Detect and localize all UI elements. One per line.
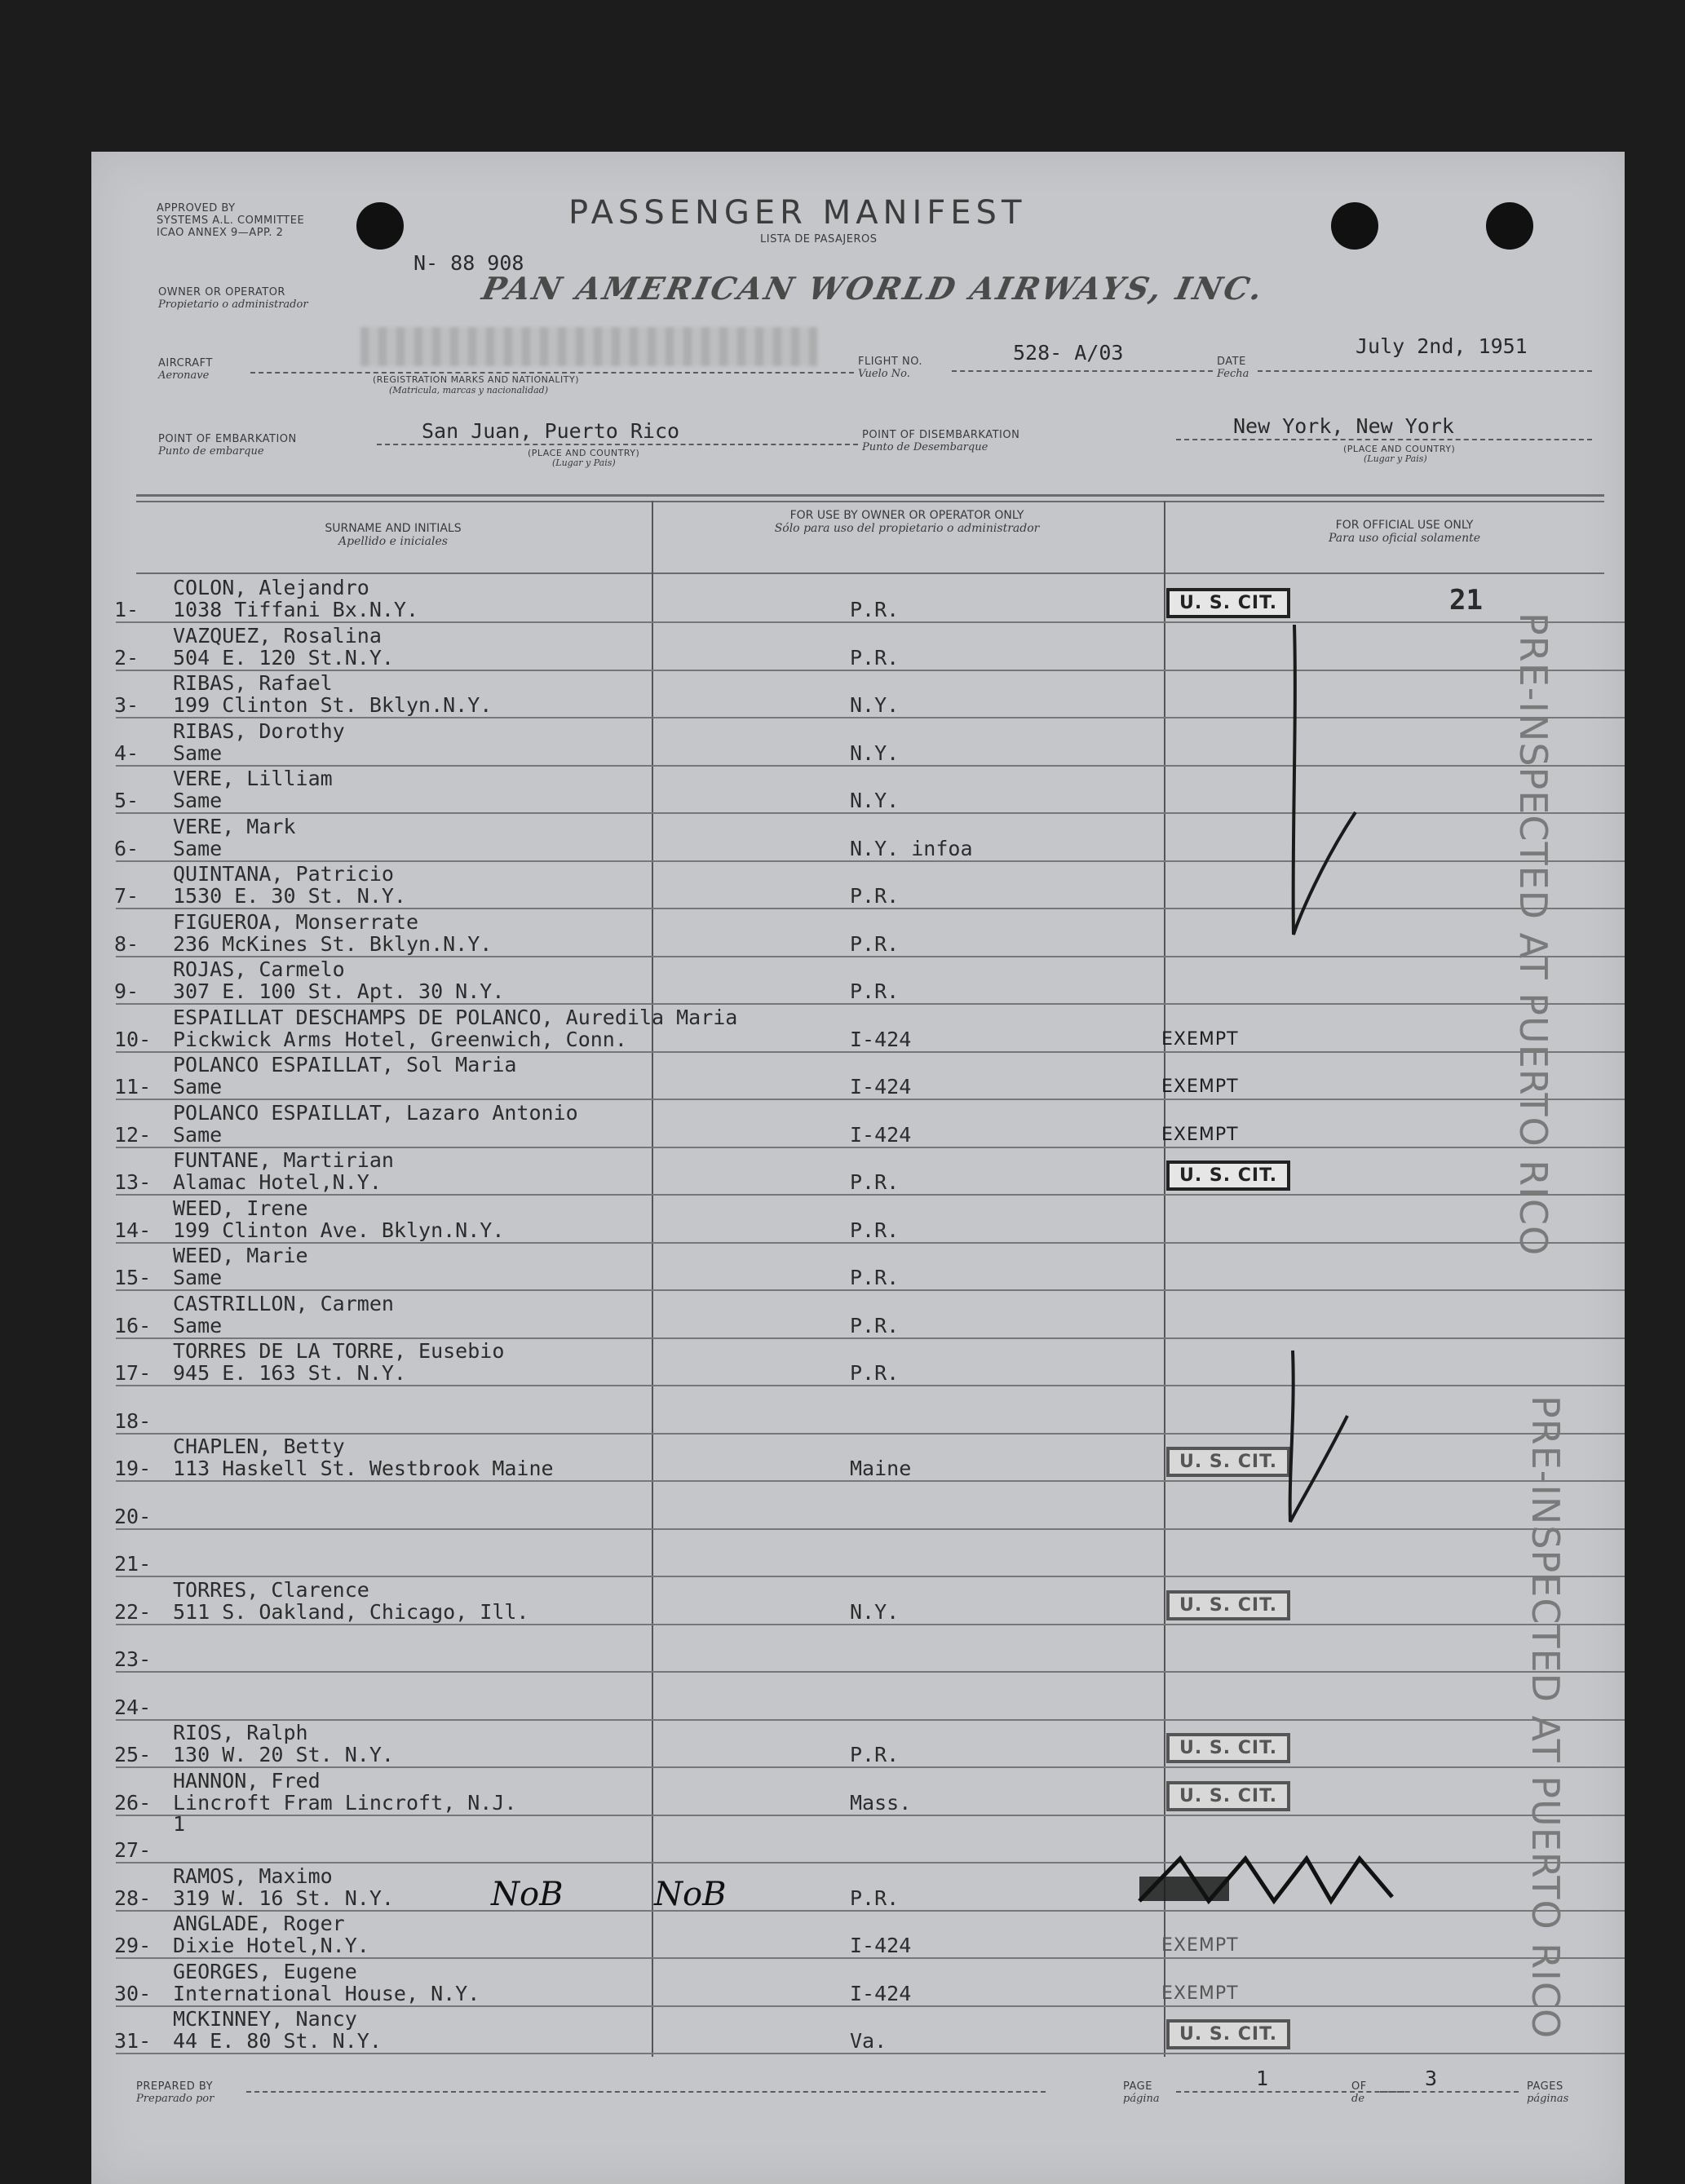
passenger-address: 130 W. 20 St. N.Y. xyxy=(173,1743,394,1766)
table-row xyxy=(91,1578,1625,1625)
manifest-paper xyxy=(91,152,1625,2184)
disembark-label: POINT OF DISEMBARKATION xyxy=(862,429,1020,441)
row-note: 1 xyxy=(173,1811,186,1836)
us-citizen-stamp: U. S. CIT. xyxy=(1166,588,1290,618)
table-row xyxy=(91,1339,1625,1386)
owner-code: I-424 xyxy=(850,1981,912,2005)
row-number: 12- xyxy=(114,1122,152,1147)
page-number: 1 xyxy=(1256,2067,1269,2090)
punch-hole xyxy=(1331,202,1378,250)
passenger-address: 199 Clinton St. Bklyn.N.Y. xyxy=(173,693,493,717)
table-row xyxy=(91,1006,1625,1053)
row-number: 15- xyxy=(114,1266,152,1289)
passenger-name: CASTRILLON, Carmen xyxy=(173,1291,394,1315)
exempt-stamp: EXEMPT xyxy=(1161,1935,1239,1956)
row-number: 3- xyxy=(114,693,139,717)
row-number: 26- xyxy=(114,1790,152,1815)
us-citizen-stamp: U. S. CIT. xyxy=(1166,1590,1290,1620)
table-row xyxy=(91,1292,1625,1339)
passenger-address: 945 E. 163 St. N.Y. xyxy=(173,1361,406,1385)
passenger-name: POLANCO ESPAILLAT, Sol Maria xyxy=(173,1053,517,1077)
passenger-address: 319 W. 16 St. N.Y. xyxy=(173,1886,394,1910)
approval-line: ICAO ANNEX 9—APP. 2 xyxy=(157,227,284,239)
serial-number: N- 88 908 xyxy=(414,251,524,275)
of-label-es: de xyxy=(1351,2093,1365,2105)
passenger-address: Alamac Hotel,N.Y. xyxy=(173,1170,382,1194)
row-number: 16- xyxy=(114,1313,152,1337)
row-number: 4- xyxy=(114,741,139,765)
pages-label-es: páginas xyxy=(1527,2093,1569,2105)
exempt-stamp: EXEMPT xyxy=(1161,1028,1239,1050)
owner-code: P.R. xyxy=(850,1886,900,1910)
table-row xyxy=(91,1673,1625,1721)
owner-code: I-424 xyxy=(850,1934,912,1957)
check-marks xyxy=(1217,617,1380,1546)
disembark-caption: (PLACE AND COUNTRY) xyxy=(1343,444,1456,454)
embark-line xyxy=(377,444,858,445)
passenger-list xyxy=(91,576,1625,2055)
approval-line: SYSTEMS A.L. COMMITTEE xyxy=(157,214,305,227)
passenger-address: 504 E. 120 St.N.Y. xyxy=(173,645,394,670)
table-header-rule xyxy=(136,573,1604,574)
official-header-label: FOR OFFICIAL USE ONLY xyxy=(1335,519,1474,532)
passenger-name: RAMOS, Maximo xyxy=(173,1863,333,1888)
owner-code: N.Y. infoa xyxy=(850,836,973,860)
row-number: 24- xyxy=(114,1695,152,1719)
handwritten-note: NoB xyxy=(491,1875,564,1913)
owner-use-header-label-es: Sólo para uso del propietario o administrador xyxy=(774,522,1040,535)
passenger-name: MCKINNEY, Nancy xyxy=(173,2007,357,2031)
passenger-name: GEORGES, Eugene xyxy=(173,1959,357,1983)
table-row xyxy=(91,576,1625,623)
table-row xyxy=(91,1768,1625,1836)
row-number: 2- xyxy=(114,645,139,670)
passenger-name: RIBAS, Rafael xyxy=(173,671,333,695)
page-total: 3 xyxy=(1425,2067,1438,2090)
table-row xyxy=(91,624,1625,671)
owner-code: P.R. xyxy=(850,1743,900,1766)
disembark-label-es: Punto de Desembarque xyxy=(862,441,988,453)
passenger-name: COLON, Alejandro xyxy=(173,576,369,599)
table-top-rule xyxy=(136,501,1604,502)
owner-code: N.Y. xyxy=(850,741,900,765)
pre-inspected-stamp: PRE-INSPECTED AT PUERTO RICO xyxy=(1511,612,1555,1257)
row-number: 5- xyxy=(114,789,139,812)
embark-label-es: Punto de embarque xyxy=(158,445,264,458)
owner-code: I-424 xyxy=(850,1075,912,1099)
owner-code: Maine xyxy=(850,1457,912,1480)
passenger-address: Dixie Hotel,N.Y. xyxy=(173,1934,369,1957)
owner-code: P.R. xyxy=(850,979,900,1003)
page-label-es: página xyxy=(1123,2093,1160,2105)
owner-code: Mass. xyxy=(850,1790,912,1815)
date-line xyxy=(1258,370,1592,372)
row-number: 9- xyxy=(114,979,139,1003)
official-header-label-es: Para uso oficial solamente xyxy=(1329,532,1480,545)
embark-label: POINT OF EMBARKATION xyxy=(158,433,297,445)
passenger-address: 1038 Tiffani Bx.N.Y. xyxy=(173,598,419,621)
us-citizen-stamp: U. S. CIT. xyxy=(1166,1781,1290,1811)
table-row xyxy=(91,1101,1625,1148)
passenger-address: 307 E. 100 St. Apt. 30 N.Y. xyxy=(173,979,505,1003)
table-top-rule xyxy=(136,494,1604,497)
date-label-es: Fecha xyxy=(1217,368,1249,380)
flight-line xyxy=(952,370,1213,372)
redacted-registration xyxy=(360,327,817,366)
row-number: 31- xyxy=(114,2029,152,2053)
passenger-address: 44 E. 80 St. N.Y. xyxy=(173,2029,382,2053)
row-number: 25- xyxy=(114,1743,152,1766)
row-number: 22- xyxy=(114,1599,152,1624)
row-number: 1- xyxy=(114,598,139,621)
passenger-address: 511 S. Oakland, Chicago, Ill. xyxy=(173,1599,529,1624)
table-row xyxy=(91,719,1625,767)
handwritten-note: NoB xyxy=(654,1875,727,1913)
passenger-name: ROJAS, Carmelo xyxy=(173,957,345,981)
passenger-address: Same xyxy=(173,1313,223,1337)
surname-header xyxy=(189,522,597,548)
table-row xyxy=(91,1625,1625,1673)
passenger-name: FIGUEROA, Monserrate xyxy=(173,909,419,934)
check-mark xyxy=(1290,1351,1347,1522)
pre-inspected-stamp: PRE-INSPECTED AT PUERTO RICO xyxy=(1524,1395,1568,2040)
passenger-address: Same xyxy=(173,789,223,812)
row-number: 30- xyxy=(114,1981,152,2005)
row-number: 10- xyxy=(114,1027,152,1051)
table-row xyxy=(91,1960,1625,2007)
passenger-address: 236 McKines St. Bklyn.N.Y. xyxy=(173,931,493,956)
passenger-name: RIOS, Ralph xyxy=(173,1721,308,1744)
passenger-name: FUNTANE, Martirian xyxy=(173,1148,394,1172)
owner-code: P.R. xyxy=(850,645,900,670)
row-number: 19- xyxy=(114,1457,152,1480)
passenger-name: VAZQUEZ, Rosalina xyxy=(173,623,382,648)
check-mark xyxy=(1294,625,1356,935)
owner-code: P.R. xyxy=(850,1218,900,1242)
passenger-name: POLANCO ESPAILLAT, Lazaro Antonio xyxy=(173,1100,578,1125)
passenger-name: RIBAS, Dorothy xyxy=(173,718,345,743)
table-row xyxy=(91,862,1625,909)
table-row xyxy=(91,957,1625,1005)
us-citizen-stamp: U. S. CIT. xyxy=(1166,1447,1290,1477)
row-number: 28- xyxy=(114,1886,152,1910)
airline-name: PAN AMERICAN WORLD AIRWAYS, INC. xyxy=(479,270,1268,307)
passenger-name: ANGLADE, Roger xyxy=(173,1912,345,1935)
passenger-address: Same xyxy=(173,836,223,860)
exempt-stamp: EXEMPT xyxy=(1161,1983,1239,2004)
passenger-name: TORRES DE LA TORRE, Eusebio xyxy=(173,1339,505,1363)
pages-label: PAGES xyxy=(1527,2080,1563,2093)
passenger-name: QUINTANA, Patricio xyxy=(173,862,394,886)
disembark-line xyxy=(1176,439,1592,440)
passenger-name: TORRES, Clarence xyxy=(173,1577,369,1602)
owner-code: P.R. xyxy=(850,1361,900,1385)
passenger-address: 1530 E. 30 St. N.Y. xyxy=(173,884,406,908)
row-number: 8- xyxy=(114,931,139,956)
row-number: 17- xyxy=(114,1361,152,1385)
passenger-address: Same xyxy=(173,1266,223,1289)
flight-date: July 2nd, 1951 xyxy=(1356,334,1528,358)
table-row xyxy=(91,671,1625,718)
row-number: 27- xyxy=(114,1838,152,1862)
table-row xyxy=(91,910,1625,957)
owner-code: N.Y. xyxy=(850,789,900,812)
passenger-name: ESPAILLAT DESCHAMPS DE POLANCO, Auredila Maria xyxy=(173,1005,738,1029)
row-number: 18- xyxy=(114,1408,152,1433)
registration-caption-es: (Matricula, marcas y nacionalidad) xyxy=(389,385,548,396)
page-line xyxy=(1176,2091,1404,2093)
flight-number: 528- A/03 xyxy=(1013,341,1124,365)
form-subtitle: LISTA DE PASAJEROS xyxy=(760,233,878,245)
embark-caption-es: (Lugar y Pais) xyxy=(552,458,616,468)
table-row xyxy=(91,815,1625,862)
passenger-name: VERE, Mark xyxy=(173,814,296,838)
table-row xyxy=(91,1244,1625,1291)
us-citizen-stamp: U. S. CIT. xyxy=(1166,2019,1290,2049)
owner-use-header xyxy=(760,509,1054,535)
owner-code: P.R. xyxy=(850,1313,900,1337)
table-row xyxy=(91,1721,1625,1768)
table-row xyxy=(91,1387,1625,1435)
passenger-name: HANNON, Fred xyxy=(173,1768,321,1793)
page-label: PAGE xyxy=(1123,2080,1152,2093)
passenger-count: 21 xyxy=(1449,584,1483,617)
owner-code: P.R. xyxy=(850,598,900,621)
table-row xyxy=(91,767,1625,814)
row-number: 20- xyxy=(114,1504,152,1528)
passenger-address: Same xyxy=(173,1122,223,1147)
owner-code: P.R. xyxy=(850,884,900,908)
passenger-name: WEED, Irene xyxy=(173,1196,308,1220)
us-citizen-stamp: U. S. CIT. xyxy=(1166,1161,1290,1191)
prepared-label-es: Preparado por xyxy=(136,2093,214,2105)
row-number: 11- xyxy=(114,1075,152,1099)
owner-code: P.R. xyxy=(850,1266,900,1289)
owner-code: P.R. xyxy=(850,931,900,956)
exempt-stamp: EXEMPT xyxy=(1161,1124,1239,1145)
embark-place: San Juan, Puerto Rico xyxy=(422,419,680,443)
disembark-place: New York, New York xyxy=(1233,414,1454,438)
of-line xyxy=(1380,2091,1519,2093)
prepared-line xyxy=(246,2091,1046,2093)
disembark-caption-es: (Lugar y Pais) xyxy=(1364,453,1427,464)
table-row xyxy=(91,1435,1625,1482)
approval-block xyxy=(157,202,304,239)
passenger-name: VERE, Lilliam xyxy=(173,767,333,790)
row-number: 13- xyxy=(114,1170,152,1194)
flight-label: FLIGHT NO. xyxy=(858,356,923,368)
table-row xyxy=(91,1196,1625,1244)
form-title: PASSENGER MANIFEST xyxy=(568,194,1027,232)
scribble xyxy=(1131,1852,1409,1909)
passenger-name: CHAPLEN, Betty xyxy=(173,1435,345,1458)
owner-code: I-424 xyxy=(850,1027,912,1051)
row-number: 23- xyxy=(114,1647,152,1671)
aircraft-label-es: Aeronave xyxy=(158,369,210,382)
flight-label-es: Vuelo No. xyxy=(858,368,910,380)
row-number: 21- xyxy=(114,1552,152,1576)
owner-code: N.Y. xyxy=(850,1599,900,1624)
date-label: DATE xyxy=(1217,356,1246,368)
table-row xyxy=(91,1912,1625,1959)
owner-code: I-424 xyxy=(850,1122,912,1147)
surname-header-label-es: Apellido e iniciales xyxy=(338,535,448,548)
of-label: OF xyxy=(1351,2080,1367,2093)
aircraft-label: AIRCRAFT xyxy=(158,357,213,369)
passenger-address: 199 Clinton Ave. Bklyn.N.Y. xyxy=(173,1218,505,1242)
row-number: 14- xyxy=(114,1218,152,1242)
table-row xyxy=(91,1530,1625,1577)
table-row xyxy=(91,1053,1625,1100)
prepared-label: PREPARED BY xyxy=(136,2080,214,2093)
embark-caption: (PLACE AND COUNTRY) xyxy=(528,448,640,458)
row-number: 29- xyxy=(114,1934,152,1957)
registration-caption: (REGISTRATION MARKS AND NATIONALITY) xyxy=(373,374,580,385)
row-rule xyxy=(116,2053,1625,2054)
owner-code: P.R. xyxy=(850,1170,900,1194)
table-row xyxy=(91,1148,1625,1196)
surname-header-label: SURNAME AND INITIALS xyxy=(325,522,462,535)
passenger-address: Pickwick Arms Hotel, Greenwich, Conn. xyxy=(173,1027,627,1051)
table-row xyxy=(91,1483,1625,1530)
official-header xyxy=(1266,519,1543,545)
punch-hole xyxy=(1486,202,1533,250)
exempt-stamp: EXEMPT xyxy=(1161,1077,1239,1097)
table-row xyxy=(91,2007,1625,2054)
us-citizen-stamp: U. S. CIT. xyxy=(1166,1733,1290,1763)
row-number: 7- xyxy=(114,884,139,908)
passenger-address: Same xyxy=(173,741,223,765)
approval-line: APPROVED BY xyxy=(157,202,236,214)
row-number: 6- xyxy=(114,836,139,860)
owner-label-es: Propietario o administrador xyxy=(158,298,308,311)
passenger-address: Lincroft Fram Lincroft, N.J. xyxy=(173,1790,517,1815)
passenger-address: Same xyxy=(173,1075,223,1099)
owner-use-header-label: FOR USE BY OWNER OR OPERATOR ONLY xyxy=(789,509,1024,522)
passenger-address: International House, N.Y. xyxy=(173,1981,480,2005)
punch-hole xyxy=(356,202,404,250)
owner-code: N.Y. xyxy=(850,693,900,717)
owner-code: Va. xyxy=(850,2029,887,2053)
owner-label: OWNER OR OPERATOR xyxy=(158,286,285,298)
passenger-address: 113 Haskell St. Westbrook Maine xyxy=(173,1457,554,1480)
passenger-name: WEED, Marie xyxy=(173,1244,308,1267)
